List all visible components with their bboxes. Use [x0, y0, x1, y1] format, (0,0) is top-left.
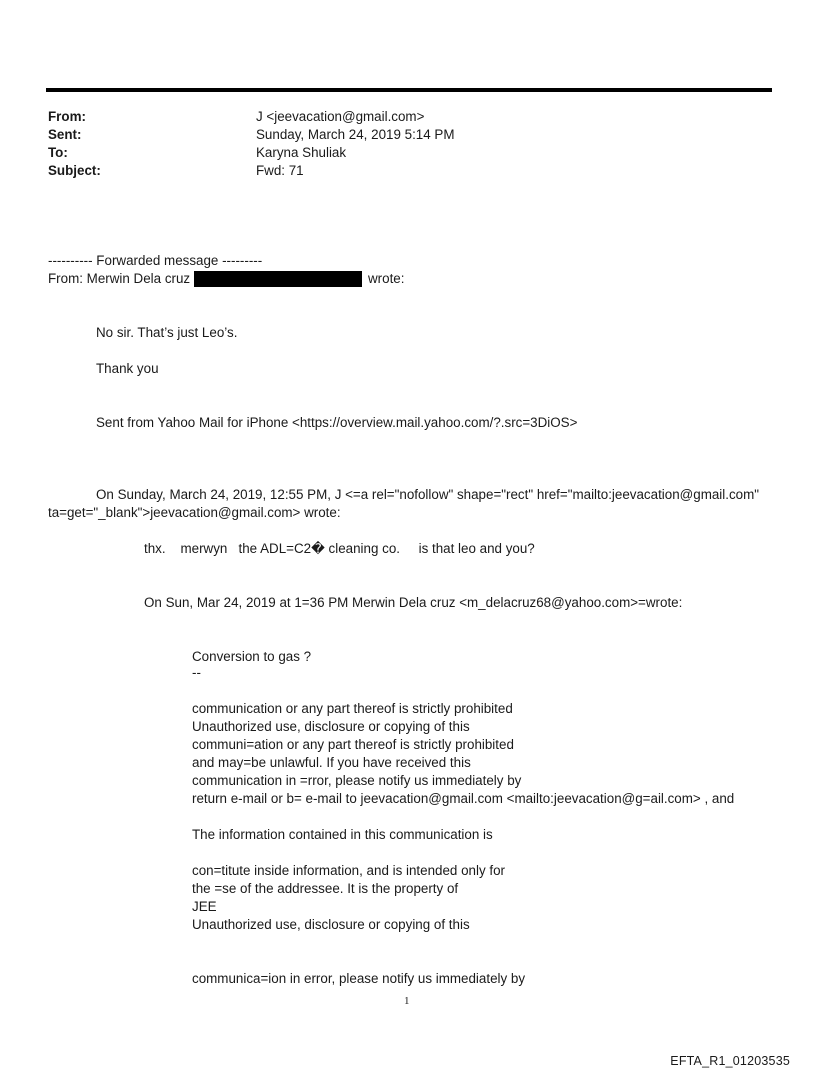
- from-label: From:: [48, 109, 86, 124]
- thank-you-text: Thank you: [96, 361, 159, 376]
- forward-wrote: wrote:: [368, 271, 405, 286]
- quote2-header: On Sun, Mar 24, 2019 at 1=36 PM Merwin Dela cruz <m_delacruz68@yahoo.com>=wrote:: [144, 595, 683, 610]
- disclaimer-line: and may=be unlawful. If you have received this: [192, 755, 471, 770]
- info-contained-line: The information contained in this communication is: [192, 827, 493, 842]
- quote1-header-line2: ta=get="_blank">jeevacation@gmail.com> wrote:: [48, 505, 341, 520]
- to-value: Karyna Shuliak: [256, 145, 347, 160]
- disclaimer2-line: JEE: [192, 899, 217, 914]
- quote1-header-line1: On Sunday, March 24, 2019, 12:55 PM, J <=a rel="nofollow" shape="rect" href="mailto:jeevacation@gmail.com": [96, 487, 760, 502]
- disclaimer2-line: the =se of the addressee. It is the property of: [192, 881, 459, 896]
- disclaimer2-line: con=titute inside information, and is intended only for: [192, 863, 506, 878]
- disclaimer-line: communication in =rror, please notify us immediately by: [192, 773, 522, 788]
- disclaimer-line: communi=ation or any part thereof is strictly prohibited: [192, 737, 514, 752]
- subject-label: Subject:: [48, 163, 101, 178]
- bates-number: EFTA_R1_01203535: [670, 1054, 790, 1068]
- reply-text: No sir. That’s just Leo’s.: [96, 325, 238, 340]
- forward-marker: ---------- Forwarded message ---------: [48, 253, 263, 268]
- from-value: J <jeevacation@gmail.com>: [256, 109, 425, 124]
- last-line: communica=ion in error, please notify us immediately by: [192, 971, 526, 986]
- sent-value: Sunday, March 24, 2019 5:14 PM: [256, 127, 455, 142]
- disclaimer-line: Unauthorized use, disclosure or copying of this: [192, 719, 470, 734]
- header-rule: [46, 88, 772, 92]
- redaction-box: [194, 271, 362, 287]
- sent-label: Sent:: [48, 127, 82, 142]
- disclaimer2-line: Unauthorized use, disclosure or copying of this: [192, 917, 470, 932]
- j-reply-text: thx. merwyn the ADL=C2� cleaning co. is that leo and you?: [144, 541, 535, 556]
- page-number: 1: [404, 995, 410, 1007]
- conversion-question: Conversion to gas ?: [192, 649, 312, 664]
- to-label: To:: [48, 145, 68, 160]
- disclaimer-line: return e-mail or b= e-mail to jeevacation@gmail.com <mailto:jeevacation@g=ail.com> , and: [192, 791, 735, 806]
- sent-from-signature: Sent from Yahoo Mail for iPhone <https://overview.mail.yahoo.com/?.src=3DiOS>: [96, 415, 578, 430]
- signature-dash: --: [192, 665, 201, 680]
- forward-from: From: Merwin Dela cruz: [48, 271, 191, 286]
- subject-value: Fwd: 71: [256, 163, 304, 178]
- disclaimer-line: communication or any part thereof is strictly prohibited: [192, 701, 513, 716]
